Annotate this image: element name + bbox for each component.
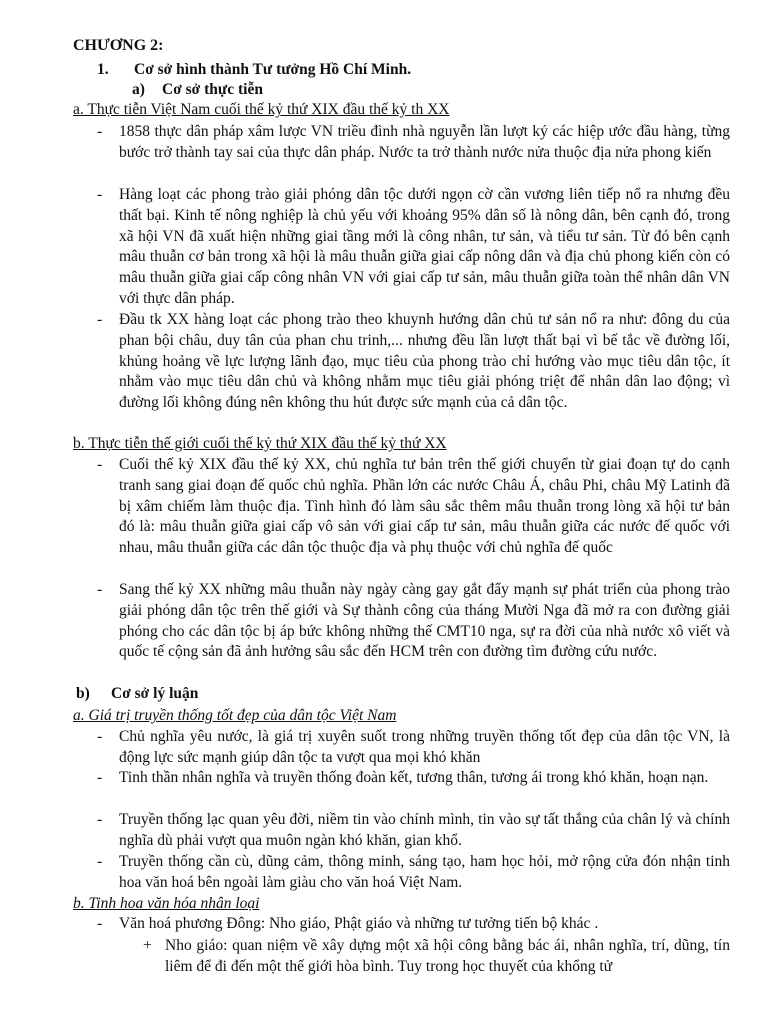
section-number: 1. (97, 61, 109, 78)
subsection-heading-b (76, 684, 198, 704)
bullet-dash: - (97, 186, 103, 203)
heading-human-culture: b. Tinh hoa văn hóa nhân loại (73, 895, 260, 912)
bullet-dash: - (97, 728, 103, 745)
bullet-dash: - (97, 311, 103, 328)
list-item-text: Chủ nghĩa yêu nước, là giá trị xuyên suốt trong những truyền thống tốt đẹp của dân tộc VN, là động lực sức mạnh giúp dân tộc ta vượt qua mọi khó khăn (119, 728, 730, 766)
heading-world-practice: b. Thực tiễn thế giới cuối thế kỷ thứ XIX đầu thế kỷ thứ XX (73, 435, 447, 452)
bullet-dash: - (97, 853, 103, 870)
bullet-dash: - (97, 456, 103, 473)
list-item-text: 1858 thực dân pháp xâm lược VN triều đình nhà nguyễn lần lượt ký các hiệp ước đầu hàng, từng bước trở thành tay sai của thực dân pháp. Nước ta trở thành nước nửa thuộc địa nửa phong kiến (119, 123, 730, 161)
list-item-text: Văn hoá phương Đông: Nho giáo, Phật giáo và những tư tưởng tiến bộ khác . (119, 915, 599, 932)
list-item-text: Đầu tk XX hàng loạt các phong trào theo khuynh hướng dân chủ tư sản nổ ra như: đông du của phan bội châu, duy tân của phan chu trinh,... nhưng đều lần lượt thất bại vì bế tắc về đường lối, khủng hoảng về lực lượng lãnh đạo, mục tiêu của phong trào chỉ hướng vào mục tiêu dân tộc, ít nhằm vào mục tiêu dân chủ và không nhằm mục tiêu giải phóng triệt để nhân dân lao động; vì đường lối không đúng nên không thu hút được sức mạnh của cả dân tộc. (119, 311, 730, 412)
chapter-title: CHƯƠNG 2: (73, 37, 164, 54)
section-heading-1 (97, 60, 411, 80)
list-item-text: Tinh thần nhân nghĩa và truyền thống đoàn kết, tương thân, tương ái trong khó khăn, hoạn nạn. (119, 769, 709, 786)
list-item-text: Sang thế kỷ XX những mâu thuẫn này ngày càng gay gắt đẩy mạnh sự phát triển của phong trào giải phóng dân tộc trên thế giới và Sự thành công của tháng Mười Nga đã mở ra con đường giải phóng cho các dân tộc bị áp bức không những thế CMT10 nga, sự ra đời của nhà nước xô viết và quốc tế cộng sản đã ảnh hưởng sâu sắc đến HCM trên con đường tìm đường cứu nước. (119, 581, 730, 661)
subsection-heading-a (132, 80, 263, 100)
list-item-text: Truyền thống cần cù, dũng cảm, thông minh, sáng tạo, ham học hỏi, mở rộng cửa đón nhận tinh hoa văn hoá bên ngoài làm giàu cho văn hoá Việt Nam. (119, 853, 730, 891)
list-item-text: Nho giáo: quan niệm về xây dựng một xã hội công bằng bác ái, nhân nghĩa, trí, dũng, tín liêm để đi đến một thế giới hòa bình. Tuy trong học thuyết của khổng tử (165, 937, 730, 975)
bullet-dash: - (97, 581, 103, 598)
section-title: Cơ sở hình thành Tư tưởng Hồ Chí Minh. (134, 61, 412, 78)
heading-vietnam-practice: a. Thực tiễn Việt Nam cuối thế kỷ thứ XIX đầu thế kỷ th XX (73, 101, 450, 118)
list-item-text: Cuối thế kỷ XIX đầu thế kỷ XX, chủ nghĩa tư bản trên thế giới chuyển từ giai đoạn tự do cạnh tranh sang giai đoạn đế quốc chủ nghĩa. Phần lớn các nước Châu Á, châu Phi, châu Mỹ Latinh đã bị xâm chiếm làm thuộc địa. Tình hình đó làm sâu sắc thêm mâu thuẫn trong lòng xã hội tư bản đó là: mâu thuẫn giữa giai cấp vô sản với giai cấp tư sản, mâu thuẫn giữa các nước đế quốc với nhau, mâu thuẫn giữa các dân tộc thuộc địa và phụ thuộc với chủ nghĩa đế quốc (119, 456, 730, 557)
subsection-letter: b) (76, 685, 90, 702)
subsection-letter: a) (132, 81, 145, 98)
bullet-dash: - (97, 769, 103, 786)
bullet-dash: - (97, 811, 103, 828)
bullet-plus: + (143, 937, 152, 954)
bullet-dash: - (97, 123, 103, 140)
list-item-text: Truyền thống lạc quan yêu đời, niềm tin vào chính mình, tin vào sự tất thắng của chân lý và chính nghĩa dù phải vượt qua muôn ngàn khó khăn, gian khổ. (119, 811, 730, 849)
heading-traditional-values: a. Giá trị truyền thống tốt đẹp của dân tộc Việt Nam (73, 707, 397, 724)
subsection-title: Cơ sở lý luận (111, 685, 199, 702)
subsection-title: Cơ sở thực tiễn (162, 81, 263, 98)
bullet-dash: - (97, 915, 103, 932)
list-item-text: Hàng loạt các phong trào giải phóng dân tộc dưới ngọn cờ cần vương liên tiếp nổ ra nhưng đều thất bại. Kinh tế nông nghiệp là chủ yếu với khoảng 95% dân số là nông dân, bên cạnh đó, trong xã hội VN đã xuất hiện những giai tầng mới là công nhân, tư sản, và tiểu tư sản. Từ đó bên cạnh mâu thuẫn cơ bản trong xã hội là mâu thuẫn giữa giai cấp nông dân và địa chủ phong kiến còn có mâu thuẫn giữa giai cấp công nhân VN với giai cấp tư sản, mâu thuẫn giữa toàn thể nhân dân VN với thực dân pháp. (119, 186, 730, 307)
